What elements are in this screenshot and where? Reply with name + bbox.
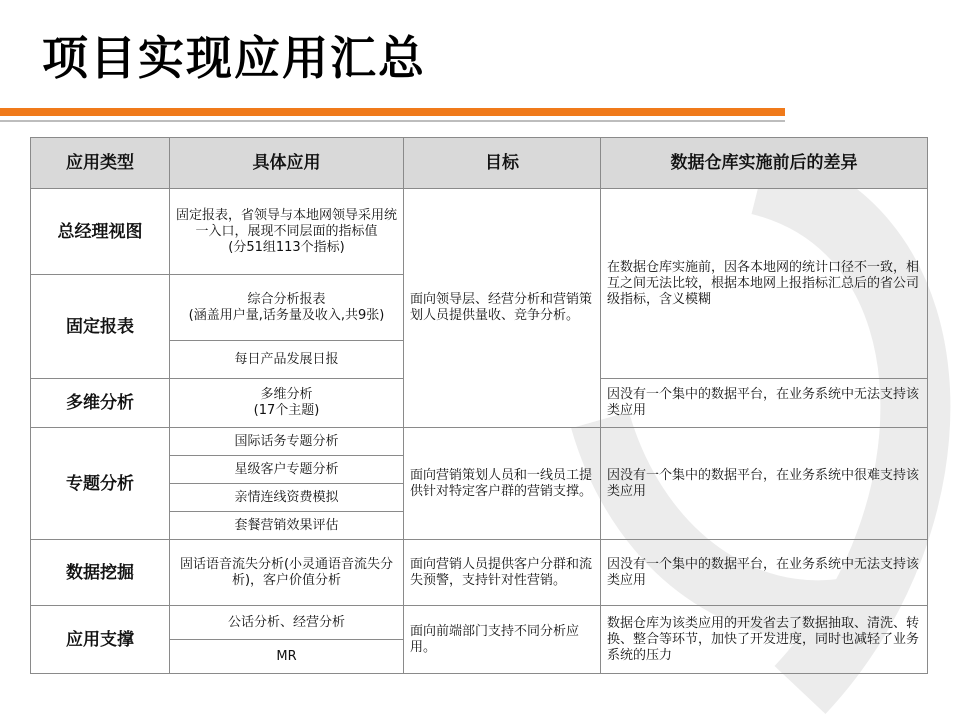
app-cell: 套餐营销效果评估 <box>170 512 404 540</box>
table-row <box>31 540 928 606</box>
type-cell: 数据挖掘 <box>31 540 170 606</box>
table-row <box>31 606 928 640</box>
diff-cell: 在数据仓库实施前，因各本地网的统计口径不一致，相互之间无法比较，根据本地网上报指标汇总后的省公司级指标，含义模糊 <box>601 189 928 379</box>
page-title: 项目实现应用汇总 <box>42 31 426 85</box>
diff-cell: 数据仓库为该类应用的开发省去了数据抽取、清洗、转换、整合等环节，加快了开发进度，同时也减轻了业务系统的压力 <box>601 606 928 674</box>
type-cell: 总经理视图 <box>31 189 170 275</box>
header-type: 应用类型 <box>31 138 170 189</box>
title-rule <box>0 120 785 122</box>
title-accent-bar <box>0 108 785 116</box>
app-cell: 多维分析 (17个主题) <box>170 379 404 428</box>
goal-cell: 面向营销人员提供客户分群和流失预警，支持针对性营销。 <box>404 540 601 606</box>
app-cell: 星级客户专题分析 <box>170 456 404 484</box>
table-header-row <box>31 138 928 189</box>
goal-cell: 面向领导层、经营分析和营销策划人员提供量收、竞争分析。 <box>404 189 601 428</box>
diff-cell: 因没有一个集中的数据平台，在业务系统中无法支持该类应用 <box>601 540 928 606</box>
table-row <box>31 189 928 275</box>
app-cell: 国际话务专题分析 <box>170 428 404 456</box>
table-row <box>31 428 928 456</box>
app-cell: 每日产品发展日报 <box>170 341 404 379</box>
header-app: 具体应用 <box>170 138 404 189</box>
type-cell: 多维分析 <box>31 379 170 428</box>
app-cell: 亲情连线资费模拟 <box>170 484 404 512</box>
diff-cell: 因没有一个集中的数据平台，在业务系统中很难支持该类应用 <box>601 428 928 540</box>
type-cell: 固定报表 <box>31 275 170 379</box>
app-cell: 公话分析、经营分析 <box>170 606 404 640</box>
type-cell: 应用支撑 <box>31 606 170 674</box>
app-cell: 固话语音流失分析(小灵通语音流失分析)，客户价值分析 <box>170 540 404 606</box>
diff-cell: 因没有一个集中的数据平台，在业务系统中无法支持该类应用 <box>601 379 928 428</box>
app-cell: 固定报表，省领导与本地网领导采用统一入口，展现不同层面的指标值 (分51组113个指标) <box>170 189 404 275</box>
header-diff: 数据仓库实施前后的差异 <box>601 138 928 189</box>
goal-cell: 面向前端部门支持不同分析应用。 <box>404 606 601 674</box>
app-cell: MR <box>170 640 404 674</box>
header-goal: 目标 <box>404 138 601 189</box>
type-cell: 专题分析 <box>31 428 170 540</box>
summary-table <box>30 137 928 674</box>
app-cell: 综合分析报表 (涵盖用户量,话务量及收入,共9张) <box>170 275 404 341</box>
goal-cell: 面向营销策划人员和一线员工提供针对特定客户群的营销支撑。 <box>404 428 601 540</box>
